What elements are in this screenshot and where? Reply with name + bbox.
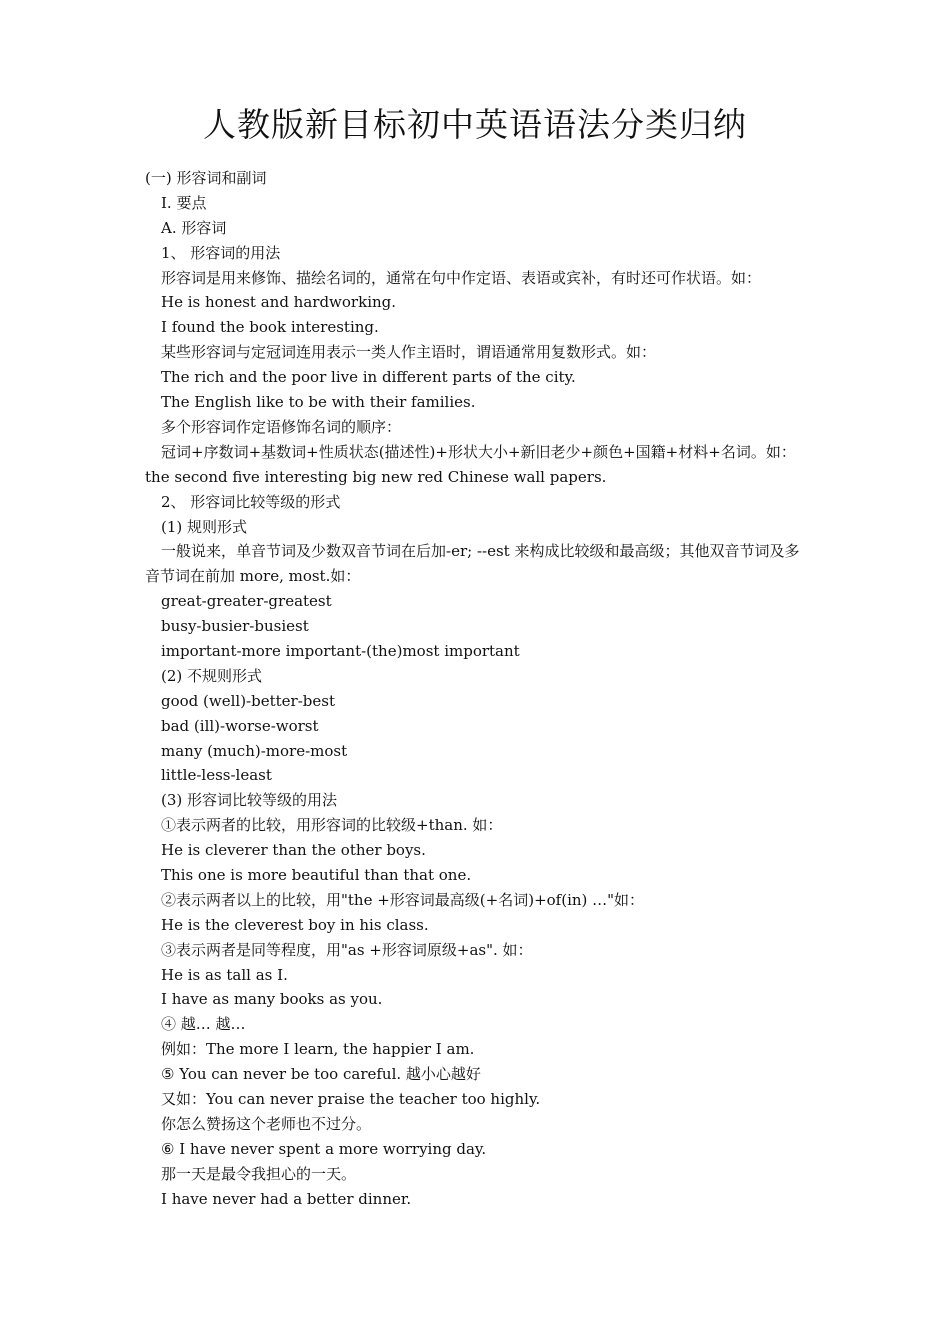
example-sentence: good (well)-better-best	[161, 691, 335, 710]
example-sentence: I found the book interesting.	[161, 318, 379, 337]
document-title: 人教版新目标初中英语语法分类归纳	[203, 105, 747, 144]
subsection-heading: (3) 形容词比较等级的用法	[161, 791, 338, 810]
subsection-heading: (1) 规则形式	[161, 517, 248, 536]
example-sentence: He is honest and hardworking.	[161, 293, 397, 312]
subsection-heading: A. 形容词	[161, 218, 227, 237]
example-sentence: bad (ill)-worse-worst	[161, 716, 319, 735]
example-sentence: He is the cleverest boy in his class.	[161, 915, 429, 934]
paragraph-line: 形容词是用来修饰、描绘名词的，通常在句中作定语、表语或宾补，有时还可作状语。如：	[161, 268, 762, 287]
example-sentence: ⑤ You can never be too careful. 越小心越好	[161, 1065, 481, 1084]
numbered-heading: 2、 形容词比较等级的形式	[161, 492, 341, 511]
example-sentence: busy-busier-busiest	[161, 617, 309, 636]
paragraph-line: 你怎么赞扬这个老师也不过分。	[161, 1114, 372, 1133]
numbered-heading: 1、 形容词的用法	[161, 243, 281, 262]
paragraph-wrapped: 一般说来，单音节词及少数双音节词在后加-er; --est 来构成比较级和最高级；其他双音节词及多音节词在前加 more, most.如：	[145, 542, 800, 586]
example-sentence: 例如：The more I learn, the happier I am.	[161, 1040, 475, 1059]
example-sentence: little-less-least	[161, 766, 272, 785]
example-sentence: 又如：You can never praise the teacher too highly.	[161, 1090, 541, 1109]
example-sentence: The English like to be with their families.	[161, 393, 476, 412]
example-sentence: important-more important-(the)most important	[161, 641, 520, 660]
paragraph-line: 某些形容词与定冠词连用表示一类人作主语时，谓语通常用复数形式。如：	[161, 343, 657, 362]
paragraph-line: ③表示两者是同等程度，用"as +形容词原级+as". 如：	[161, 940, 533, 959]
paragraph-line: 那一天是最令我担心的一天。	[161, 1164, 357, 1183]
paragraph-wrapped: 冠词+序数词+基数词+性质状态(描述性)+形状大小+新旧老少+颜色+国籍+材料+名词。如： the second five interesting big new red Chinese wall papers.	[145, 442, 796, 486]
subsection-heading: (2) 不规则形式	[161, 666, 263, 685]
example-sentence: I have never had a better dinner.	[161, 1189, 412, 1208]
subsection-heading: I. 要点	[161, 193, 207, 212]
example-sentence: This one is more beautiful than that one.	[161, 866, 472, 884]
paragraph-line: ④ 越… 越…	[161, 1015, 246, 1034]
paragraph-line: 多个形容词作定语修饰名词的顺序：	[161, 417, 402, 436]
document-body	[145, 166, 809, 1211]
example-sentence: I have as many books as you.	[161, 990, 383, 1009]
section-heading: (一) 形容词和副词	[145, 169, 267, 187]
paragraph-line: ①表示两者的比较，用形容词的比较级+than. 如：	[161, 816, 503, 835]
example-sentence: great-greater-greatest	[161, 592, 332, 611]
example-sentence: He is cleverer than the other boys.	[161, 841, 426, 860]
example-sentence: ⑥ I have never spent a more worrying day.	[161, 1139, 487, 1158]
example-sentence: many (much)-more-most	[161, 741, 348, 760]
example-sentence: He is as tall as I.	[161, 965, 288, 984]
example-sentence: The rich and the poor live in different parts of the city.	[161, 368, 576, 387]
paragraph-line: ②表示两者以上的比较，用"the +形容词最高级(+名词)+of(in) …"如：	[161, 890, 645, 909]
